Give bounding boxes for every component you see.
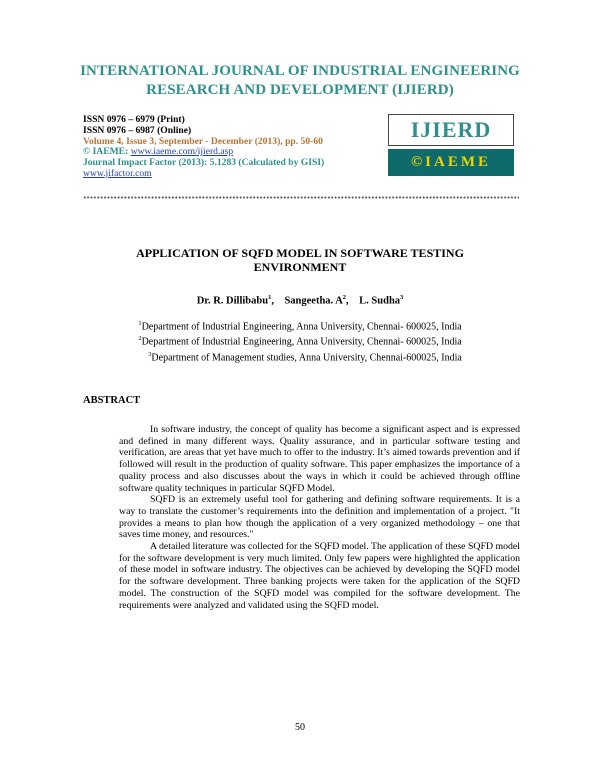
- author-name: Sangeetha. A: [284, 295, 343, 307]
- author-sup: 3: [400, 294, 404, 301]
- iaeme-prefix: © IAEME:: [83, 146, 131, 158]
- author-name: L. Sudha: [359, 295, 401, 307]
- issn-print: ISSN 0976 – 6979 (Print): [83, 114, 185, 125]
- author-sup: 2: [342, 294, 347, 301]
- abstract-paragraph: A detailed literature was collected for the SQFD model. The application of these SQFD model for the software development is very much limited. Only few papers were highlighted the application of these model in software industry. The objectives can be achieved by developing the SQFD model for the software development. Three banking projects were taken for the application of the SQFD model. The construction of the SQFD model was compiled for the software development. The requirements were analyzed and validated using the SQFD model.: [119, 541, 520, 611]
- journal-title-line2: RESEARCH AND DEVELOPMENT (IJIERD): [146, 82, 454, 98]
- affiliation: $^1$Department of Industrial Engineering, Anna University, Chennai- 600025, India: [138, 320, 462, 333]
- abstract-paragraph: SQFD is an extremely useful tool for gathering and defining software requirements. It is a way to translate the customer’s requirements into the definition and implementation of a project. "It provides a means to plan how though the application of a very organized methodology – one that saves time money, and resources.": [119, 494, 520, 541]
- affiliation-list: [0, 318, 600, 364]
- paper-title-line2: ENVIRONMENT: [253, 260, 347, 274]
- affiliation: $^2$Department of Industrial Engineering, Anna University, Chennai- 600025, India: [138, 335, 462, 348]
- journal-title: [0, 62, 600, 100]
- journal-title-line1: INTERNATIONAL JOURNAL OF INDUSTRIAL ENGINEERING: [80, 63, 520, 79]
- abstract-heading: ABSTRACT: [83, 395, 141, 406]
- author-list: Dr. R. Dillibabu$^1$, Sangeetha. $A^2$, L. Sudha$^3$: [196, 294, 404, 307]
- logo-name: IJIERD: [388, 114, 514, 146]
- issn-online: ISSN 0976 – 6987 (Online): [83, 124, 192, 136]
- journal-meta: [83, 115, 324, 180]
- iaeme-link[interactable]: www.iaeme.com/ijierd.asp: [130, 146, 234, 158]
- abstract-body: [119, 424, 520, 611]
- affiliation: $^3$Department of Management studies, Anna University, Chennai-600025, India: [148, 350, 462, 363]
- author-name: Dr. R. Dillibabu: [196, 295, 269, 307]
- jifactor-link[interactable]: www.jifactor.com: [83, 167, 152, 179]
- logo-publisher: ©IAEME: [388, 149, 514, 176]
- paper-title-line1: APPLICATION OF SQFD MODEL IN SOFTWARE TESTING: [136, 246, 464, 260]
- impact-factor: Journal Impact Factor (2013): 5.1283 (Calculated by GISI): [83, 157, 325, 169]
- author-sup: 1: [268, 294, 272, 301]
- abstract-paragraph: In software industry, the concept of quality has become a significant aspect and is expressed and defined in many different ways. Quality assurance, and in particular software testing and verification, are areas that yet have much to offer to the industry. It’s aimed towards prevention and if followed will result in the production of quality software. This paper emphasizes the importance of a quality process and also discusses about the ways in which it could be achieved through offline software quality techniques in particular SQFD Model.: [119, 424, 520, 494]
- page-number: 50: [295, 722, 305, 733]
- paper-title: [0, 246, 600, 274]
- dotted-divider: [83, 196, 519, 199]
- journal-logo: [388, 114, 514, 176]
- volume-info: Volume 4, Issue 3, September - December (2013), pp. 50-60: [83, 135, 323, 147]
